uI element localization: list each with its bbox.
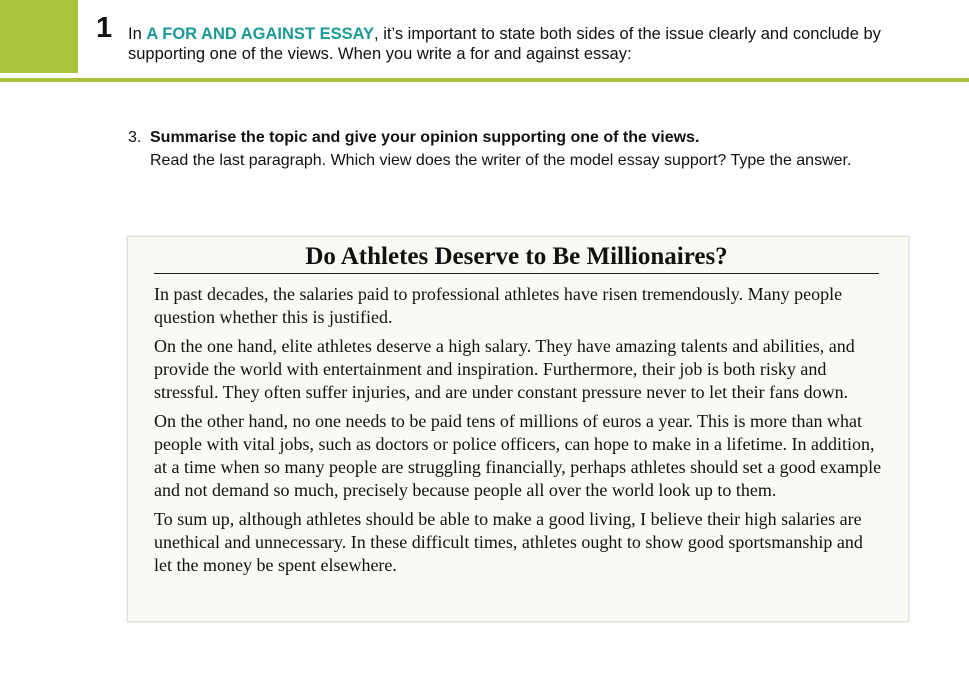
essay-type-highlight: A FOR AND AGAINST ESSAY xyxy=(146,25,375,43)
essay-title-row xyxy=(154,241,879,274)
intro-lead: In xyxy=(128,25,147,43)
header-divider xyxy=(0,78,969,82)
model-essay-panel xyxy=(127,236,909,622)
task-heading xyxy=(128,126,928,149)
task-title: Summarise the topic and give your opinion supporting one of the views. xyxy=(150,129,700,146)
task-block xyxy=(128,126,928,172)
essay-body xyxy=(154,283,882,583)
exercise-intro-text xyxy=(128,24,948,64)
task-number: 3. xyxy=(128,129,142,146)
essay-title: Do Athletes Deserve to Be Millionaires? xyxy=(305,243,728,270)
exercise-number: 1 xyxy=(96,12,113,44)
task-instruction: Read the last paragraph. Which view does the writer of the model essay support? Type the answer. xyxy=(150,152,852,169)
header-accent-block xyxy=(0,0,78,73)
essay-paragraph-4: To sum up, although athletes should be able to make a good living, I believe their high salaries are unethical and unnecessary. In these difficult times, athletes ought to show good sportsmanship and let the money be spent elsewhere. xyxy=(154,509,863,575)
essay-paragraph-2: On the one hand, elite athletes deserve a high salary. They have amazing talents and abilities, and provide the world with entertainment and inspiration. Furthermore, their job is both risky and stressful. They often suffer injuries, and are under constant pressure never to let their fans down. xyxy=(154,336,855,402)
essay-paragraph-1: In past decades, the salaries paid to professional athletes have risen tremendously. Many people question whether this is justified. xyxy=(154,284,843,327)
intro-rest: , it’s important to state both sides of the issue clearly and conclude by supporting one of the views. When you write a for and against essay: xyxy=(128,25,881,63)
essay-paragraph-3: On the other hand, no one needs to be paid tens of millions of euros a year. This is more than what people with vital jobs, such as doctors or police officers, can hope to make in a lifetime. In addition, at a time when so many people are struggling financially, perhaps athletes should set a good example and not demand so much, precisely because people all over the world look up to them. xyxy=(154,411,882,500)
exercise-header xyxy=(0,0,969,80)
